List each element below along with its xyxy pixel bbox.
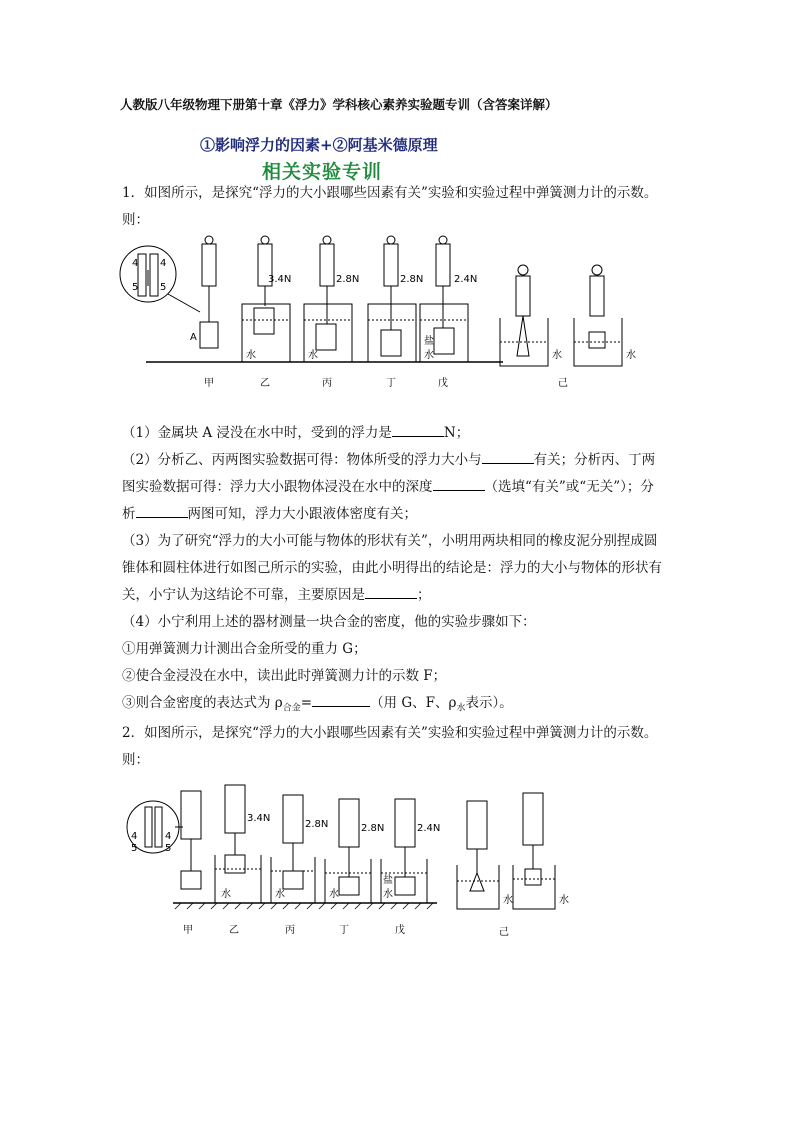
q1-reading: 2.8N bbox=[336, 274, 360, 285]
q2-scale-mark: 4 bbox=[131, 831, 138, 842]
q1-fig-label: 乙 bbox=[260, 378, 270, 389]
q1-stem-line: 1．如图所示，是探究“浮力的大小跟哪些因素有关”实验和实验过程中弹簧测力计的示数。 bbox=[122, 185, 658, 201]
q1-sub3: 锥体和圆柱体进行如图己所示的实验，由此小明得出的结论是：浮力的大小与物体的形状有 bbox=[122, 560, 662, 576]
q1-block-label: A bbox=[190, 332, 197, 343]
q2-scale-mark: 4 bbox=[165, 831, 172, 842]
q1-fig-label: 己 bbox=[558, 378, 568, 389]
q1-sub2: 图实验数据可得：浮力大小跟物体浸没在水中的深度 （选填“有关”或“无关”）；分 bbox=[122, 479, 654, 495]
q1-step: ③则合金密度的表达式为 $\rho_{合金}=$ （用 G、F、$\rho_水$表示）。 bbox=[122, 695, 513, 714]
q2-fig-label: 乙 bbox=[229, 925, 239, 936]
section-subtitle: ①影响浮力的因素+②阿基米德原理 bbox=[200, 136, 438, 154]
q1-scale-mark: 5 bbox=[160, 282, 167, 293]
q1-subquestions bbox=[122, 420, 682, 723]
q1-step: ①用弹簧测力计测出合金所受的重力 G； bbox=[122, 641, 367, 657]
q2-fig-label: 丙 bbox=[285, 925, 295, 936]
q1-liquid-label: 水 bbox=[424, 350, 434, 361]
q1-stem-line: 则： bbox=[122, 212, 149, 228]
q1-sub4: （4）小宁利用上述的器材测量一块合金的密度，他的实验步骤如下： bbox=[122, 614, 536, 630]
q1-reading: 2.8N bbox=[400, 274, 424, 285]
q2-stem bbox=[122, 720, 682, 774]
q2-fig-label: 甲 bbox=[183, 925, 193, 936]
q2-liquid-label: 水 bbox=[329, 889, 339, 900]
q1-liquid-label: 水 bbox=[246, 350, 256, 361]
q2-stem-line: 2．如图所示，是探究“浮力的大小跟哪些因素有关”实验和实验过程中弹簧测力计的示数。 bbox=[122, 725, 658, 741]
answer-blank[interactable] bbox=[136, 505, 188, 518]
q2-liquid-label: 水 bbox=[383, 889, 393, 900]
topic-title: 相关实验专训 bbox=[262, 161, 383, 183]
q1-sub3: 关，小宁认为这结论不可靠，主要原因是 ； bbox=[122, 587, 431, 603]
q2-scale-mark: 5 bbox=[131, 843, 138, 854]
q2-liquid-label: 水 bbox=[275, 889, 285, 900]
q2-reading: 2.8N bbox=[305, 819, 329, 830]
q2-liquid-label: 水 bbox=[559, 895, 569, 906]
answer-blank[interactable] bbox=[312, 694, 370, 707]
q1-scale-mark: 4 bbox=[132, 258, 139, 269]
q1-reading: 2.4N bbox=[454, 274, 478, 285]
q1-fig-label: 丙 bbox=[322, 378, 332, 389]
q1-sub3: （3）为了研究“浮力的大小可能与物体的形状有关”，小明用两块相同的橡皮泥分别捏成圆 bbox=[122, 533, 658, 549]
q2-reading: 3.4N bbox=[247, 813, 271, 824]
q2-liquid-label: 水 bbox=[221, 889, 231, 900]
q2-figure bbox=[125, 775, 595, 945]
q1-fig-label: 甲 bbox=[204, 378, 214, 389]
q1-fig-label: 戊 bbox=[438, 378, 448, 389]
q2-fig-label: 己 bbox=[499, 927, 509, 938]
q1-sub2: 析 两图可知，浮力大小跟液体密度有关； bbox=[122, 506, 417, 522]
q1-stem bbox=[122, 180, 682, 234]
q1-liquid-label: 盐 bbox=[424, 336, 434, 347]
q1-sub1: （1）金属块 A 浸没在水中时，受到的浮力是 N； bbox=[122, 425, 470, 441]
q2-fig-label: 戊 bbox=[395, 925, 405, 936]
q1-step: ②使合金浸没在水中，读出此时弹簧测力计的示数 F； bbox=[122, 668, 447, 684]
q1-figure bbox=[118, 232, 658, 392]
q2-scale-mark: 5 bbox=[165, 843, 172, 854]
q2-reading: 2.8N bbox=[361, 823, 385, 834]
q1-reading: 3.4N bbox=[268, 274, 292, 285]
q1-fig-label: 丁 bbox=[386, 378, 396, 389]
q2-reading: 2.4N bbox=[417, 823, 441, 834]
q1-sub2: （2）分析乙、丙两图实验数据可得：物体所受的浮力大小与 有关；分析丙、丁两 bbox=[122, 452, 656, 468]
q1-scale-mark: 5 bbox=[132, 282, 139, 293]
answer-blank[interactable] bbox=[365, 586, 417, 599]
document-title: 人教版八年级物理下册第十章《浮力》学科核心素养实验题专训（含答案详解） bbox=[120, 97, 558, 112]
answer-blank[interactable] bbox=[392, 424, 444, 437]
q2-liquid-label: 盐 bbox=[383, 875, 393, 886]
q2-liquid-label: 水 bbox=[503, 895, 513, 906]
q1-liquid-label: 水 bbox=[626, 350, 636, 361]
q1-liquid-label: 水 bbox=[552, 350, 562, 361]
q2-stem-line: 则： bbox=[122, 752, 149, 768]
q1-scale-mark: 4 bbox=[160, 258, 167, 269]
answer-blank[interactable] bbox=[482, 451, 534, 464]
q2-fig-label: 丁 bbox=[339, 925, 349, 936]
answer-blank[interactable] bbox=[433, 478, 485, 491]
q1-liquid-label: 水 bbox=[308, 350, 318, 361]
